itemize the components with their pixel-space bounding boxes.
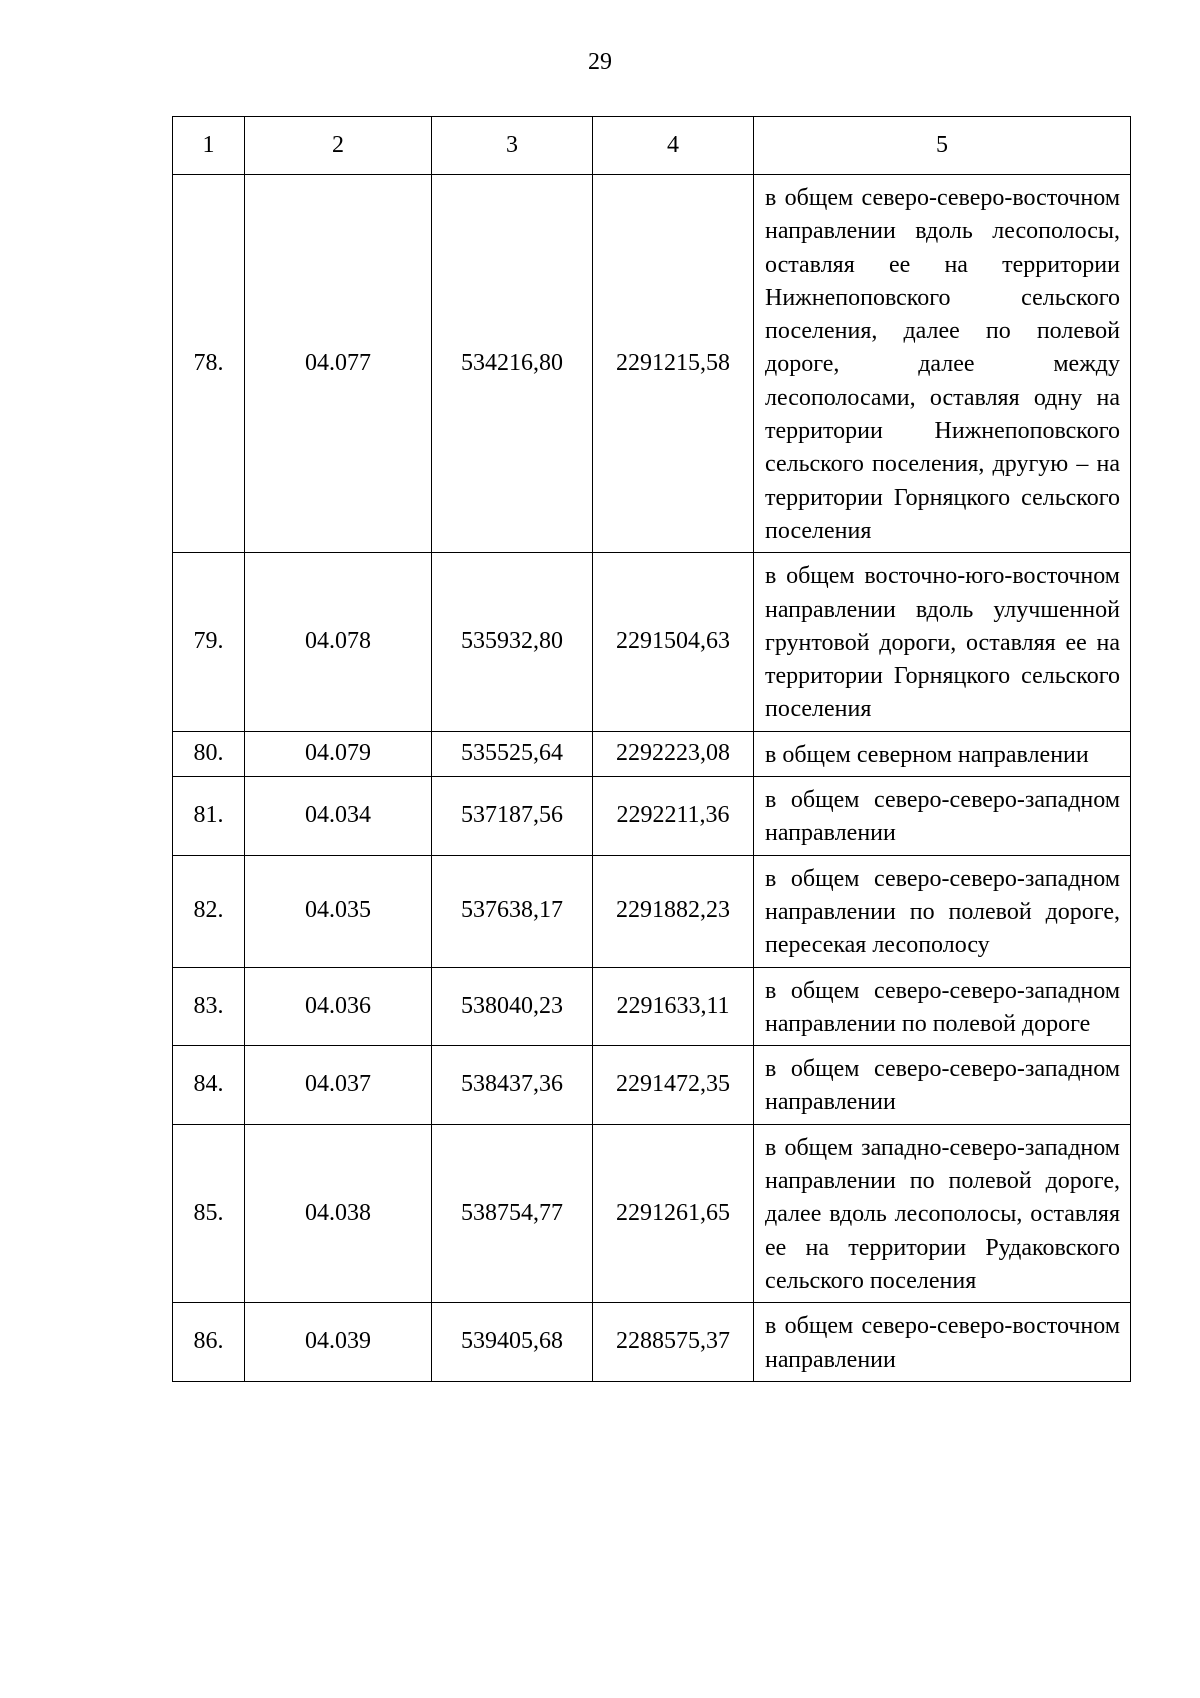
y-coordinate: 2292211,36 [593,777,754,856]
boundary-points-table [172,116,1131,1382]
y-coordinate: 2291472,35 [593,1046,754,1125]
column-header-1: 1 [173,117,245,175]
column-header-5: 5 [754,117,1131,175]
point-code: 04.039 [245,1303,432,1382]
row-number: 86. [173,1303,245,1382]
point-code: 04.034 [245,777,432,856]
table-row [173,553,1131,731]
point-code: 04.036 [245,967,432,1046]
page-number: 29 [588,49,612,75]
x-coordinate: 537187,56 [432,777,593,856]
x-coordinate: 537638,17 [432,855,593,967]
boundary-description: в общем северо-северо-западном направлении [754,777,1131,856]
y-coordinate: 2291215,58 [593,175,754,553]
x-coordinate: 535932,80 [432,553,593,731]
x-coordinate: 538040,23 [432,967,593,1046]
y-coordinate: 2291504,63 [593,553,754,731]
x-coordinate: 535525,64 [432,731,593,776]
point-code: 04.077 [245,175,432,553]
boundary-description: в общем северо-северо-восточном направлении вдоль лесополосы, оставляя ее на территории Нижнепоповского сельского поселения, далее по полевой дороге, далее между лесополосами, оставляя одну на территории Нижнепоповского сельского поселения, другую – на территории Горняцкого сельского поселения [754,175,1131,553]
boundary-description: в общем северо-северо-западном направлении [754,1046,1131,1125]
row-number: 82. [173,855,245,967]
boundary-description: в общем северо-северо-западном направлении по полевой дороге, пересекая лесополосу [754,855,1131,967]
boundary-description: в общем северном направлении [754,731,1131,776]
y-coordinate: 2292223,08 [593,731,754,776]
column-header-2: 2 [245,117,432,175]
point-code: 04.037 [245,1046,432,1125]
y-coordinate: 2291633,11 [593,967,754,1046]
table-row [173,731,1131,776]
row-number: 84. [173,1046,245,1125]
y-coordinate: 2291882,23 [593,855,754,967]
column-header-4: 4 [593,117,754,175]
y-coordinate: 2288575,37 [593,1303,754,1382]
y-coordinate: 2291261,65 [593,1124,754,1302]
x-coordinate: 538437,36 [432,1046,593,1125]
table-row [173,1124,1131,1302]
row-number: 80. [173,731,245,776]
x-coordinate: 534216,80 [432,175,593,553]
row-number: 83. [173,967,245,1046]
header-row [173,117,1131,175]
row-number: 78. [173,175,245,553]
table-row [173,967,1131,1046]
boundary-description: в общем северо-северо-восточном направлении [754,1303,1131,1382]
table-header [173,117,1131,175]
point-code: 04.078 [245,553,432,731]
table-row [173,777,1131,856]
table-row [173,855,1131,967]
table-row [173,1303,1131,1382]
point-code: 04.038 [245,1124,432,1302]
x-coordinate: 538754,77 [432,1124,593,1302]
point-code: 04.035 [245,855,432,967]
row-number: 81. [173,777,245,856]
table-row [173,1046,1131,1125]
boundary-description: в общем западно-северо-западном направлении по полевой дороге, далее вдоль лесополосы, оставляя ее на территории Рудаковского сельского поселения [754,1124,1131,1302]
table-body [173,175,1131,1382]
row-number: 79. [173,553,245,731]
boundary-description: в общем северо-северо-западном направлении по полевой дороге [754,967,1131,1046]
boundary-description: в общем восточно-юго-восточном направлении вдоль улучшенной грунтовой дороги, оставляя ее на территории Горняцкого сельского поселения [754,553,1131,731]
point-code: 04.079 [245,731,432,776]
x-coordinate: 539405,68 [432,1303,593,1382]
table-row [173,175,1131,553]
column-header-3: 3 [432,117,593,175]
row-number: 85. [173,1124,245,1302]
